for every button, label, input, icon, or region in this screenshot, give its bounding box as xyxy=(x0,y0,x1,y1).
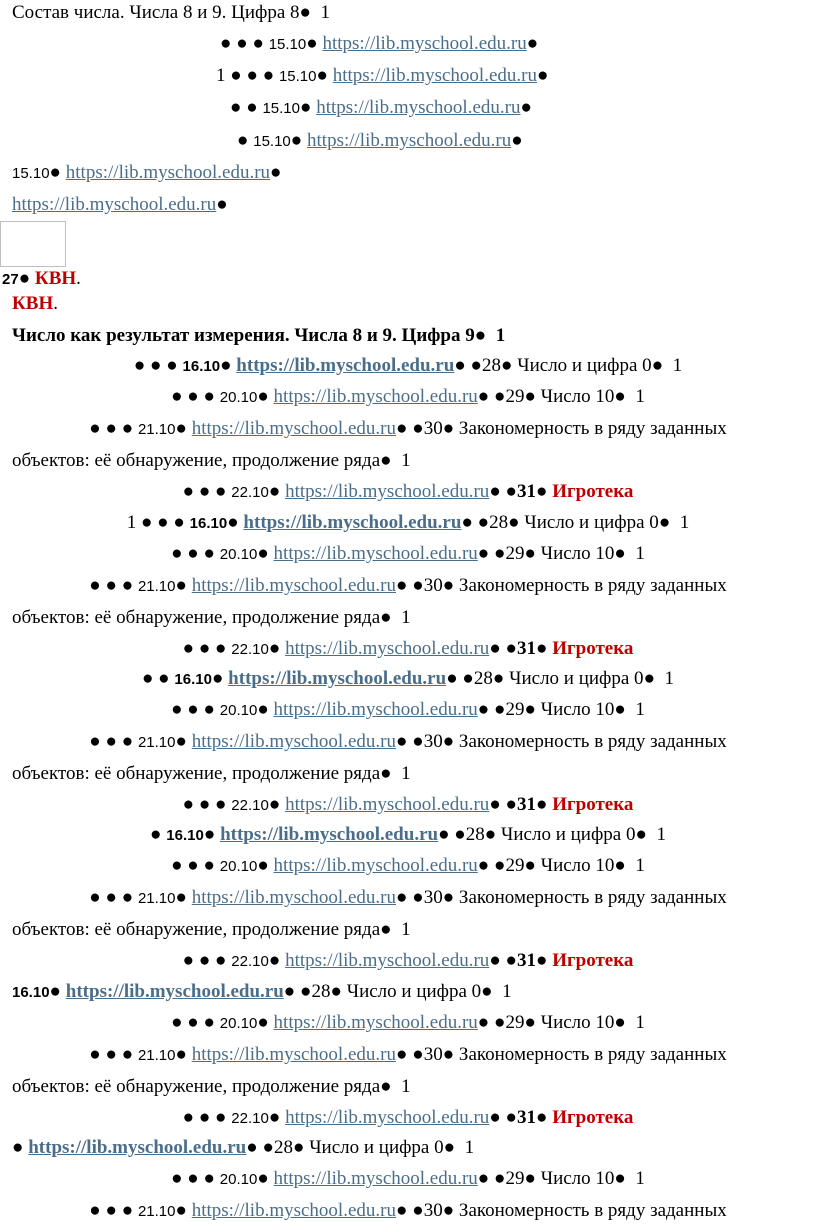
lesson-row: ● ● ● 21.10● https://lib.myschool.edu.ru● ●30● Закономерность в ряду заданных xyxy=(89,575,727,596)
dot: . xyxy=(53,293,58,314)
lesson-topic: объектов: её обнаружение, продолжение ряда xyxy=(12,450,381,471)
resource-link[interactable]: https://lib.myschool.edu.ru xyxy=(191,1044,396,1065)
lesson-topic: Закономерность в ряду заданных xyxy=(458,1200,727,1221)
date: 21.10 xyxy=(137,1203,176,1220)
resource-link[interactable]: https://lib.myschool.edu.ru xyxy=(243,512,462,533)
hours: 1 xyxy=(635,386,645,407)
dot: . xyxy=(76,268,81,289)
hours: 1 xyxy=(672,355,683,376)
resource-link[interactable]: https://lib.myschool.edu.ru xyxy=(191,575,396,596)
lesson-row: ● ● ● 20.10● https://lib.myschool.edu.ru● ●29● Число 10● 1 xyxy=(171,543,645,564)
lesson-topic: Закономерность в ряду заданных xyxy=(458,575,727,596)
title-line: Состав числа. Числа 8 и 9. Цифра 8● 1 xyxy=(12,2,330,23)
row-prefix: ● ● xyxy=(141,668,175,689)
measure-title-line: Число как результат измерения. Числа 8 и 9. Цифра 9● 1 xyxy=(12,325,506,346)
row-prefix: ● xyxy=(150,824,167,845)
hours: 1 xyxy=(664,668,675,689)
date: 15.10 xyxy=(278,68,317,85)
lesson-number: 28 xyxy=(465,824,485,845)
lesson-row: ● ● ● 21.10● https://lib.myschool.edu.ru● ●30● Закономерность в ряду заданных xyxy=(89,887,727,908)
hours: 1 xyxy=(679,512,690,533)
date: 21.10 xyxy=(137,578,176,595)
hours: 1 xyxy=(656,824,666,845)
resource-link[interactable]: https://lib.myschool.edu.ru xyxy=(228,668,447,689)
lesson-topic: Число 10 xyxy=(540,855,615,876)
date: 20.10 xyxy=(219,546,258,563)
lesson-number: 29 xyxy=(505,855,525,876)
lesson-row: ● https://lib.myschool.edu.ru● ●28● Число и цифра 0● 1 xyxy=(12,1137,475,1158)
hours: 1 xyxy=(216,65,226,86)
game-label: Игротека xyxy=(552,481,634,502)
kvn-label: КВН xyxy=(12,293,54,314)
hours: 1 xyxy=(401,1076,411,1097)
lesson-topic: Число и цифра 0 xyxy=(309,1137,444,1158)
lesson-row: ● 16.10● https://lib.myschool.edu.ru● ●28● Число и цифра 0● 1 xyxy=(150,824,666,845)
date: 16.10 xyxy=(182,358,221,375)
hours: 1 xyxy=(401,450,411,471)
lesson-row: ● ● ● 21.10● https://lib.myschool.edu.ru● ●30● Закономерность в ряду заданных xyxy=(89,1200,727,1221)
lesson-topic: Число и цифра 0 xyxy=(509,668,644,689)
date: 21.10 xyxy=(137,734,176,751)
date: 16.10 xyxy=(189,515,228,532)
lesson-row-continued: объектов: её обнаружение, продолжение ряда● 1 xyxy=(12,1076,411,1097)
date: 20.10 xyxy=(219,389,258,406)
resource-link[interactable]: https://lib.myschool.edu.ru xyxy=(191,731,396,752)
lesson-row-continued: объектов: её обнаружение, продолжение ряда● 1 xyxy=(12,763,411,784)
resource-link[interactable]: https://lib.myschool.edu.ru xyxy=(316,97,521,118)
lesson-number: 28 xyxy=(311,981,331,1002)
date: 22.10 xyxy=(231,953,269,970)
lesson-number: 31 xyxy=(517,1107,537,1128)
lesson-number: 29 xyxy=(505,1168,525,1189)
date: 21.10 xyxy=(137,890,176,907)
resource-link[interactable]: https://lib.myschool.edu.ru xyxy=(273,1012,478,1033)
lesson-row: ● ● ● 20.10● https://lib.myschool.edu.ru● ●29● Число 10● 1 xyxy=(171,855,645,876)
link-line: https://lib.myschool.edu.ru● xyxy=(12,194,228,215)
resource-link[interactable]: https://lib.myschool.edu.ru xyxy=(322,33,527,54)
resource-link[interactable]: https://lib.myschool.edu.ru xyxy=(273,855,478,876)
lesson-row: ● ● ● 21.10● https://lib.myschool.edu.ru● ●30● Закономерность в ряду заданных xyxy=(89,731,727,752)
date: 16.10 xyxy=(174,671,212,688)
lesson-topic: Число и цифра 0 xyxy=(501,824,636,845)
resource-link[interactable]: https://lib.myschool.edu.ru xyxy=(332,65,537,86)
kvn-label: КВН xyxy=(34,268,77,289)
resource-link[interactable]: https://lib.myschool.edu.ru xyxy=(65,981,284,1002)
lesson-number: 30 xyxy=(423,731,443,752)
lesson-title: Состав числа. Числа 8 и 9. Цифра 8 xyxy=(12,2,300,23)
lesson-number: 31 xyxy=(517,638,537,659)
lesson-number: 28 xyxy=(273,1137,293,1158)
resource-link[interactable]: https://lib.myschool.edu.ru xyxy=(273,699,478,720)
resource-link[interactable]: https://lib.myschool.edu.ru xyxy=(307,130,512,151)
hours: 1 xyxy=(401,763,411,784)
game-label: Игротека xyxy=(552,794,634,815)
resource-link[interactable]: https://lib.myschool.edu.ru xyxy=(273,543,478,564)
date-line: ● ● 15.10● https://lib.myschool.edu.ru● xyxy=(230,97,532,118)
resource-link[interactable]: https://lib.myschool.edu.ru xyxy=(273,386,478,407)
lesson-row-continued: объектов: её обнаружение, продолжение ряда● 1 xyxy=(12,919,411,940)
hours: 1 xyxy=(635,1012,645,1033)
date: 16.10 xyxy=(12,984,50,1001)
lesson-row: ● ● ● 22.10● https://lib.myschool.edu.ru● ●31● Игротека xyxy=(182,481,634,502)
date: 15.10 xyxy=(262,100,300,117)
hours: 1 xyxy=(401,919,411,940)
date: 22.10 xyxy=(231,641,269,658)
lesson-row: ● ● ● 22.10● https://lib.myschool.edu.ru● ●31● Игротека xyxy=(182,794,634,815)
lesson-row: ● ● 16.10● https://lib.myschool.edu.ru● ●28● Число и цифра 0● 1 xyxy=(141,668,675,689)
row-prefix: 1 ● ● ● xyxy=(126,512,190,533)
date: 22.10 xyxy=(231,1110,269,1127)
date: 22.10 xyxy=(231,484,269,501)
lesson-topic: Закономерность в ряду заданных xyxy=(458,731,727,752)
lesson-topic: Закономерность в ряду заданных xyxy=(458,887,727,908)
kvn-line xyxy=(12,293,58,315)
lesson-row-continued: объектов: её обнаружение, продолжение ряда● 1 xyxy=(12,450,411,471)
date: 15.10 xyxy=(12,165,50,182)
resource-link[interactable]: https://lib.myschool.edu.ru xyxy=(285,950,490,971)
game-label: Игротека xyxy=(552,1107,634,1128)
lesson-number: 30 xyxy=(423,575,443,596)
date-line: ● 15.10● https://lib.myschool.edu.ru● xyxy=(237,130,523,151)
lesson-title: Число как результат измерения. Числа 8 и 9. Цифра 9 xyxy=(12,325,475,346)
lesson-number: 28 xyxy=(489,512,509,533)
lesson-number: 27 xyxy=(2,271,19,288)
hours: 1 xyxy=(320,2,330,23)
date: 20.10 xyxy=(219,1015,258,1032)
hours: 1 xyxy=(401,607,411,628)
lesson-topic: Число 10 xyxy=(540,386,615,407)
game-label: Игротека xyxy=(552,638,634,659)
hours: 1 xyxy=(635,543,645,564)
resource-link[interactable]: https://lib.myschool.edu.ru xyxy=(273,1168,478,1189)
lesson-number: 31 xyxy=(517,481,537,502)
lesson-number: 29 xyxy=(505,386,525,407)
resource-link[interactable]: https://lib.myschool.edu.ru xyxy=(191,1200,396,1221)
lesson-topic: Закономерность в ряду заданных xyxy=(458,1044,727,1065)
resource-link[interactable]: https://lib.myschool.edu.ru xyxy=(285,481,490,502)
lesson-row: ● ● ● 21.10● https://lib.myschool.edu.ru● ●30● Закономерность в ряду заданных xyxy=(89,418,727,439)
lesson-number: 30 xyxy=(423,1200,443,1221)
resource-link[interactable]: https://lib.myschool.edu.ru xyxy=(285,794,490,815)
resource-link[interactable]: https://lib.myschool.edu.ru xyxy=(65,162,271,183)
lesson-number: 29 xyxy=(505,543,525,564)
lesson-topic: Число 10 xyxy=(540,1012,615,1033)
date: 16.10 xyxy=(166,827,204,844)
lesson-number: 30 xyxy=(423,1044,443,1065)
lesson-topic: объектов: её обнаружение, продолжение ряда xyxy=(12,607,381,628)
resource-link[interactable]: https://lib.myschool.edu.ru xyxy=(285,1107,490,1128)
hours: 1 xyxy=(464,1137,475,1158)
row-prefix: ● ● ● xyxy=(133,355,183,376)
date-line: 15.10● https://lib.myschool.edu.ru● xyxy=(12,162,282,183)
hours: 1 xyxy=(635,1168,645,1189)
hours: 1 xyxy=(635,855,645,876)
lesson-number: 29 xyxy=(505,1012,525,1033)
resource-link[interactable]: https://lib.myschool.edu.ru xyxy=(285,638,490,659)
lesson-topic: объектов: её обнаружение, продолжение ряда xyxy=(12,763,381,784)
date: 21.10 xyxy=(137,421,176,438)
lesson-row: ● ● ● 20.10● https://lib.myschool.edu.ru● ●29● Число 10● 1 xyxy=(171,1012,645,1033)
date: 20.10 xyxy=(219,1171,258,1188)
lesson-number: 31 xyxy=(517,950,537,971)
date: 21.10 xyxy=(137,1047,176,1064)
date: 20.10 xyxy=(219,858,258,875)
lesson-topic: Закономерность в ряду заданных xyxy=(458,418,727,439)
date-line: ● ● ● 15.10● https://lib.myschool.edu.ru● xyxy=(220,33,539,54)
resource-link[interactable]: https://lib.myschool.edu.ru xyxy=(236,355,455,376)
lesson-row: ● ● ● 22.10● https://lib.myschool.edu.ru● ●31● Игротека xyxy=(182,638,634,659)
lesson-number: 30 xyxy=(423,887,443,908)
lesson-row: ● ● ● 20.10● https://lib.myschool.edu.ru● ●29● Число 10● 1 xyxy=(171,699,645,720)
date: 20.10 xyxy=(219,702,258,719)
lesson-topic: Число и цифра 0 xyxy=(346,981,482,1002)
lesson-number: 28 xyxy=(482,355,502,376)
date: 15.10 xyxy=(268,36,307,53)
resource-link[interactable]: https://lib.myschool.edu.ru xyxy=(12,194,217,215)
lesson-row: ● ● ● 22.10● https://lib.myschool.edu.ru● ●31● Игротека xyxy=(182,950,634,971)
lesson-row: 1 ● ● ● 16.10● https://lib.myschool.edu.ru● ●28● Число и цифра 0● 1 xyxy=(126,512,690,533)
kvn-line: 27● КВН. xyxy=(2,268,81,289)
lesson-row-continued: объектов: её обнаружение, продолжение ряда● 1 xyxy=(12,607,411,628)
lesson-row: ● ● ● 21.10● https://lib.myschool.edu.ru● ●30● Закономерность в ряду заданных xyxy=(89,1044,727,1065)
lesson-row: ● ● ● 22.10● https://lib.myschool.edu.ru● ●31● Игротека xyxy=(182,1107,634,1128)
lesson-topic: Число 10 xyxy=(540,543,615,564)
lesson-topic: объектов: её обнаружение, продолжение ряда xyxy=(12,919,381,940)
hours: 1 xyxy=(502,981,512,1002)
date: 22.10 xyxy=(231,797,269,814)
lesson-row: ● ● ● 20.10● https://lib.myschool.edu.ru● ●29● Число 10● 1 xyxy=(171,1168,645,1189)
lesson-topic: Число 10 xyxy=(540,699,615,720)
lesson-topic: Число и цифра 0 xyxy=(517,355,652,376)
empty-cell-box xyxy=(0,221,66,267)
lesson-row: ● ● ● 20.10● https://lib.myschool.edu.ru● ●29● Число 10● 1 xyxy=(171,386,645,407)
lesson-row: ● ● ● 16.10● https://lib.myschool.edu.ru● ●28● Число и цифра 0● 1 xyxy=(133,355,683,376)
resource-link[interactable]: https://lib.myschool.edu.ru xyxy=(220,824,439,845)
lesson-topic: объектов: её обнаружение, продолжение ряда xyxy=(12,1076,381,1097)
lesson-row: 16.10● https://lib.myschool.edu.ru● ●28● Число и цифра 0● 1 xyxy=(12,981,512,1002)
resource-link[interactable]: https://lib.myschool.edu.ru xyxy=(28,1137,247,1158)
lesson-number: 29 xyxy=(505,699,525,720)
date: 15.10 xyxy=(253,133,291,150)
lesson-number: 28 xyxy=(473,668,493,689)
lesson-topic: Число и цифра 0 xyxy=(524,512,659,533)
resource-link[interactable]: https://lib.myschool.edu.ru xyxy=(191,418,396,439)
lesson-number: 31 xyxy=(517,794,537,815)
game-label: Игротека xyxy=(552,950,634,971)
hours: 1 xyxy=(495,325,506,346)
hours: 1 xyxy=(635,699,645,720)
lesson-number: 30 xyxy=(423,418,443,439)
resource-link[interactable]: https://lib.myschool.edu.ru xyxy=(191,887,396,908)
date-line: 1 ● ● ● 15.10● https://lib.myschool.edu.ru● xyxy=(216,65,549,86)
lesson-topic: Число 10 xyxy=(540,1168,615,1189)
